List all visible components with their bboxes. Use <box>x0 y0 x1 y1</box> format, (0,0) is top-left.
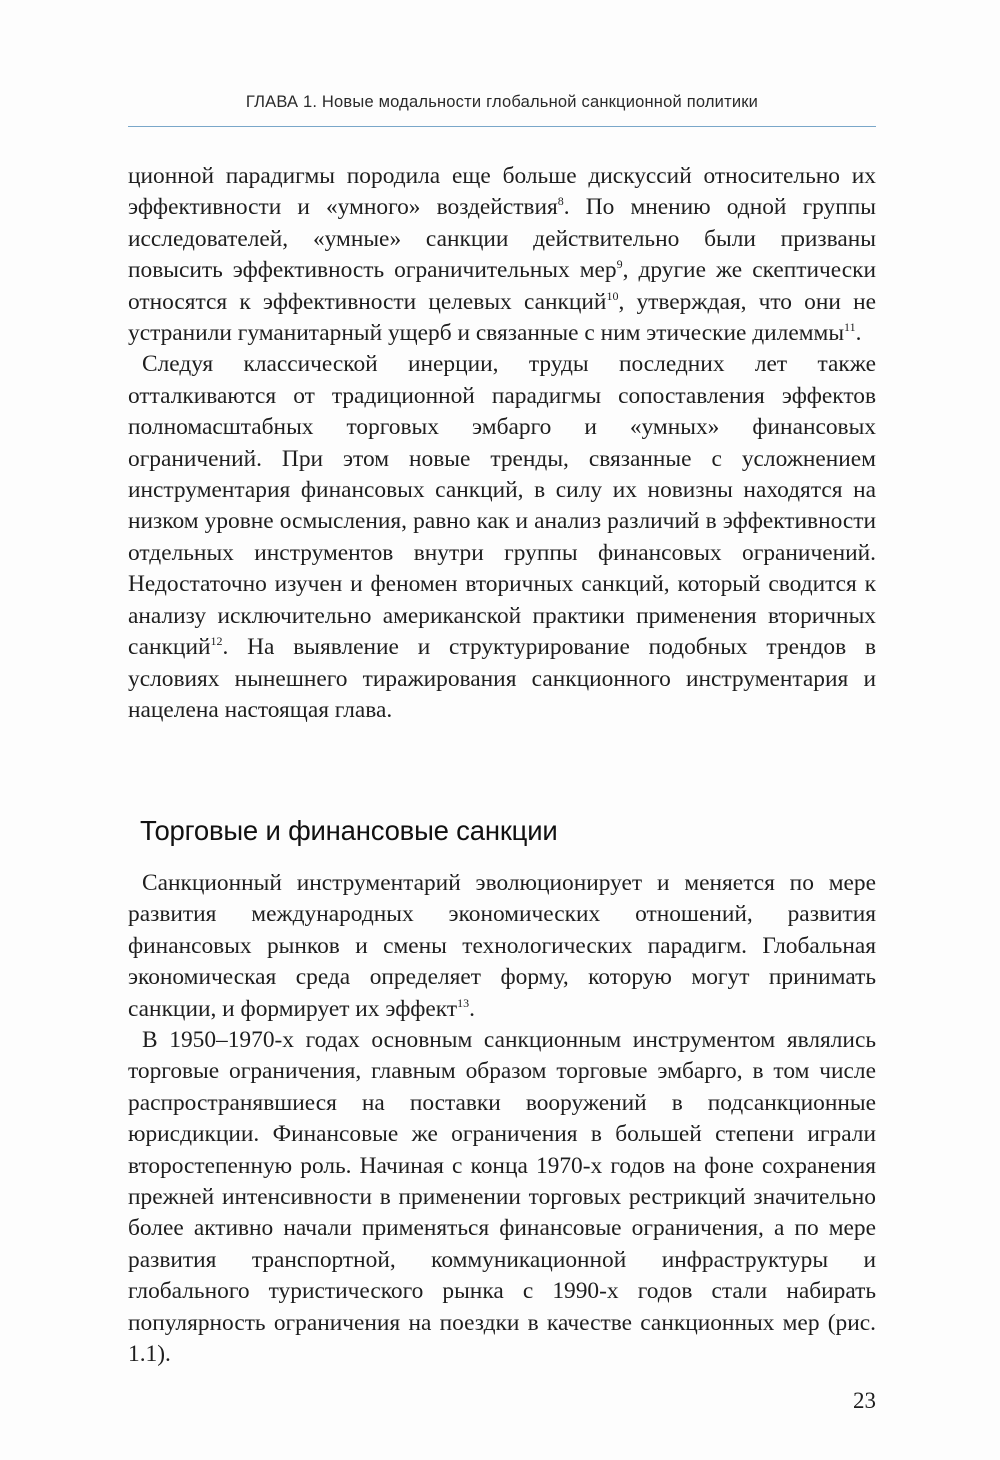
paragraph-4: В 1950–1970-х годах основным санкционным инструментом являлись торговые ограничения, главным образом торговые эмбарго, в том числе распространявшиеся на поставки вооружений в подсанкционные юрисдикции. Финансовые же ограничения в большей степени играли второстепенную роль. Начиная с конца 1970-х годов на фоне сохранения прежней интенсивности в применении торговых рестрикций значительно более активно начали применяться финансовые ограничения, а по мере развития транспортной, коммуникационной инфраструктуры и глобального туристического рынка с 1990-х годов стали набирать популярность ограничения на поездки в качестве санкционных мер (рис. 1.1). <box>128 1027 876 1368</box>
page-number: 23 <box>853 1388 876 1413</box>
footnote-ref-8: 8 <box>557 194 564 209</box>
paragraph-3 <box>128 868 876 1025</box>
paragraph-1-part-b: . По мнению одной группы исследователей, «умные» санкции действительно были призваны повысить эффективность ограничительных мер <box>128 194 876 284</box>
paragraph-3-part-b: . <box>469 995 475 1022</box>
paragraph-1-part-d: , утверждая, что они не устранили гуманитарный ущерб и связанные с ним этические дилеммы <box>128 288 876 347</box>
footnote-ref-9: 9 <box>616 257 623 272</box>
paragraph-2 <box>128 349 876 726</box>
paragraph-1-part-e: . <box>855 320 862 347</box>
section-heading: Торговые и финансовые санкции <box>140 815 558 846</box>
paragraph-1-part-c: , другие же скептически относятся к эффективности целевых санкций <box>128 257 876 315</box>
header-rule <box>128 126 876 127</box>
paragraph-1 <box>128 161 876 349</box>
paragraph-2-part-b: . На выявление и структурирование подобных трендов в условиях нынешнего тиражирования санкционного инструментария и нацелена настоящая глава. <box>128 634 876 723</box>
paragraph-1-part-a: ционной парадигмы породила еще больше дискуссий относительно их эффективности и «умного» воздействия <box>128 163 876 221</box>
text-block-intro <box>128 161 876 726</box>
text-block-section <box>128 868 876 1371</box>
running-head: ГЛАВА 1. Новые модальности глобальной санкционной политики <box>245 93 759 111</box>
footnote-ref-10: 10 <box>606 288 619 303</box>
footnote-ref-11: 11 <box>844 320 856 335</box>
footnote-ref-12: 12 <box>210 634 223 649</box>
footnote-ref-13: 13 <box>457 995 470 1010</box>
paragraph-3-part-a: Санкционный инструментарий эволюционирует и меняется по мере развития международных экономических отношений, развития финансовых рынков и смены технологических парадигм. Глобальная экономическая среда определяет форму, которую могут принимать санкции, и формирует их эффект <box>128 870 876 1022</box>
paragraph-2-part-a: Следуя классической инерции, труды последних лет также отталкиваются от традиционной парадигмы сопоставления эффектов полномасштабных торговых эмбарго и «умных» финансовых ограничений. При этом новые тренды, связанные с усложнением инструментария финансовых санкций, в силу их новизны находятся на низком уровне осмысления, равно как и анализ различий в эффективности отдельных инструментов внутри группы финансовых ограничений. Недостаточно изучен и феномен вторичных санкций, который сводится к анализу исключительно американской практики применения вторичных санкций <box>128 351 876 661</box>
